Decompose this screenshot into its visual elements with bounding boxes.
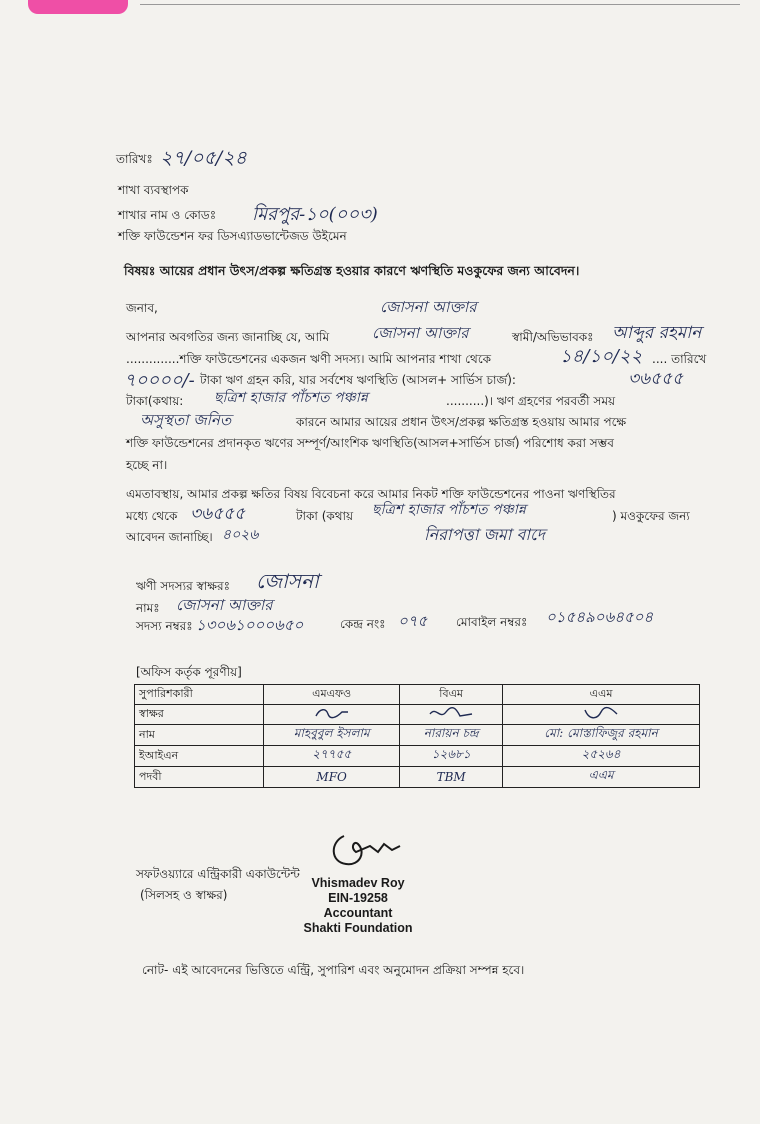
bm-signature xyxy=(400,705,503,725)
p1-line1-b: স্বামী/অভিভাবকঃ xyxy=(512,330,594,344)
guardian-name-hw: আব্দুর রহমান xyxy=(612,323,702,343)
stamp-org: Shakti Foundation xyxy=(303,921,413,935)
center-hw: ০৭৫ xyxy=(398,612,428,630)
p1-line6: শক্তি ফাউন্ডেশনের প্রদানকৃত ঋণের সম্পূর্ণ/আংশিক ঋণস্থিতি(আসল+সার্ভিস চার্জ) পরিশোধ করা সম্ভব xyxy=(126,436,614,450)
balance-hw: ৩৬৫৫৫ xyxy=(628,369,684,389)
loan-amount-hw: ৭০০০০/- xyxy=(124,370,195,391)
note-number-hw: ৪০২৬ xyxy=(222,527,259,543)
p2-line2-b: টাকা (কথায় xyxy=(296,509,354,523)
row-label-signature: স্বাক্ষর xyxy=(135,705,264,725)
header-bm: বিএম xyxy=(400,685,503,705)
waive-words-hw: ছত্রিশ হাজার পাঁচশত পঞ্চান্ন xyxy=(372,502,526,518)
member-signature-hw: জোসনা xyxy=(256,569,319,593)
table-row xyxy=(135,767,700,788)
p2-line3: আবেদন জানাচ্ছি। xyxy=(126,530,213,544)
accountant-seal-label: (সিলসহ ও স্বাক্ষর) xyxy=(140,888,228,902)
salutation: জনাব, xyxy=(126,301,158,315)
p1-line4-b: ..........)। ঋণ গ্রহণের পরবর্তী সময় xyxy=(446,394,616,408)
mfo-signature xyxy=(264,705,400,725)
header-mfo: এমএফও xyxy=(264,685,400,705)
p1-line2-a: ..............শক্তি ফাউন্ডেশনের একজন ঋণী সদস্য। আমি আপনার শাখা থেকে xyxy=(126,352,492,366)
bm-designation: TBM xyxy=(400,767,503,788)
member-id-hw: ১৩০৬১০০০৬৫০ xyxy=(196,616,304,634)
stamp-ein: EIN-19258 xyxy=(328,891,388,905)
top-edge-line xyxy=(140,4,740,5)
addressee-title: শাখা ব্যবস্থাপক xyxy=(118,183,189,197)
row-label-ein: ইআইএন xyxy=(135,746,264,767)
mfo-name: মাহবুবুল ইসলাম xyxy=(264,725,400,746)
office-approval-table xyxy=(134,684,700,788)
stamp-title: Accountant xyxy=(323,906,393,920)
security-deposit-note-hw: নিরাপত্তা জমা বাদে xyxy=(424,525,545,544)
p1-line3-a: টাকা ঋণ গ্রহন করি, যার সর্বশেষ ঋণস্থিতি (আসল+ সার্ভিস চার্জ): xyxy=(200,373,516,387)
member-id-label: সদস্য নম্বরঃ xyxy=(136,619,193,633)
date-value: ২৭/০৫/২৪ xyxy=(160,147,247,169)
balance-words-hw: ছত্রিশ হাজার পাঁচশত পঞ্চান্ন xyxy=(214,390,368,406)
accountant-stamp xyxy=(282,876,434,936)
p2-line2-c: ) মওকুফের জন্য xyxy=(612,509,690,523)
pink-marker xyxy=(28,0,128,14)
bm-name: নারায়ন চন্দ্র xyxy=(400,725,503,746)
mfo-ein: ২৭৭৫৫ xyxy=(264,746,400,767)
accountant-signature xyxy=(326,828,406,872)
p1-line2-b: .... তারিখে xyxy=(652,352,707,366)
date-label: তারিখঃ xyxy=(116,152,153,166)
accountant-label: সফটওয়্যারে এন্ট্রিকারী একাউন্টেন্ট xyxy=(136,867,300,881)
table-row xyxy=(135,725,700,746)
header-recommender: সুপারিশকারী xyxy=(135,685,264,705)
branch-label: শাখার নাম ও কোডঃ xyxy=(118,208,217,222)
office-section-label: [অফিস কর্তৃক পূরণীয়] xyxy=(136,665,242,679)
reason-hw: অসুস্থতা জনিত xyxy=(140,411,232,429)
org-line: শক্তি ফাউন্ডেশন ফর ডিসএ্যাডভান্টেজড উইমেন xyxy=(118,229,347,243)
am-signature xyxy=(503,705,700,725)
mfo-designation: MFO xyxy=(264,767,400,788)
center-label: কেন্দ্র নংঃ xyxy=(340,617,386,631)
am-ein: ২৫২৬৪ xyxy=(503,746,700,767)
mobile-label: মোবাইল নম্বরঃ xyxy=(456,615,528,629)
row-label-name: নাম xyxy=(135,725,264,746)
p1-line1-a: আপনার অবগতির জন্য জানাচ্ছি যে, আমি xyxy=(126,330,330,344)
footer-note: নোট- এই আবেদনের ভিত্তিতে এন্ট্রি, সুপারিশ এবং অনুমোদন প্রক্রিয়া সম্পন্ন হবে। xyxy=(142,963,525,977)
member-signature-label: ঋণী সদস্যর স্বাক্ষরঃ xyxy=(136,579,230,593)
waive-amount-hw: ৩৬৫৫৫ xyxy=(190,504,246,524)
subject-line: বিষয়ঃ আয়ের প্রধান উৎস/প্রকল্প ক্ষতিগ্রস্ত হওয়ার কারণে ঋণস্থিতি মওকুফের জন্য আবেদন। xyxy=(124,263,580,278)
branch-value: মিরপুর-১০(০০৩) xyxy=(252,204,378,225)
table-header-row xyxy=(135,685,700,705)
header-am: এএম xyxy=(503,685,700,705)
p1-line7: হচ্ছে না। xyxy=(126,458,168,472)
applicant-name-hw: জোসনা আক্তার xyxy=(372,324,469,342)
table-row xyxy=(135,746,700,767)
p1-line5-a: কারনে আমার আয়ের প্রধান উৎস/প্রকল্প ক্ষতিগ্রস্ত হওয়ায় আমার পক্ষে xyxy=(296,415,627,429)
stamp-name: Vhismadev Roy xyxy=(311,876,405,890)
am-designation: এএম xyxy=(503,767,700,788)
bm-ein: ১২৬৮১ xyxy=(400,746,503,767)
name-above-hw: জোসনা আক্তার xyxy=(380,298,477,316)
am-name: মো: মোস্তাফিজুর রহমান xyxy=(503,725,700,746)
mobile-hw: ০১৫৪৯০৬৪৫০৪ xyxy=(546,608,654,626)
p1-line4-a: টাকা(কথায়: xyxy=(126,394,184,408)
member-name-label: নামঃ xyxy=(136,601,160,615)
p2-line2-a: মধ্যে থেকে xyxy=(126,509,178,523)
table-row xyxy=(135,705,700,725)
loan-date-hw: ১৪/১০/২২ xyxy=(560,346,643,367)
row-label-designation: পদবী xyxy=(135,767,264,788)
p2-line1: এমতাবস্থায়, আমার প্রকল্প ক্ষতির বিষয় বিবেচনা করে আমার নিকট শক্তি ফাউন্ডেশনের পাওনা ঋণস্থিতির xyxy=(126,487,616,501)
member-name-hw: জোসনা আক্তার xyxy=(176,596,273,614)
